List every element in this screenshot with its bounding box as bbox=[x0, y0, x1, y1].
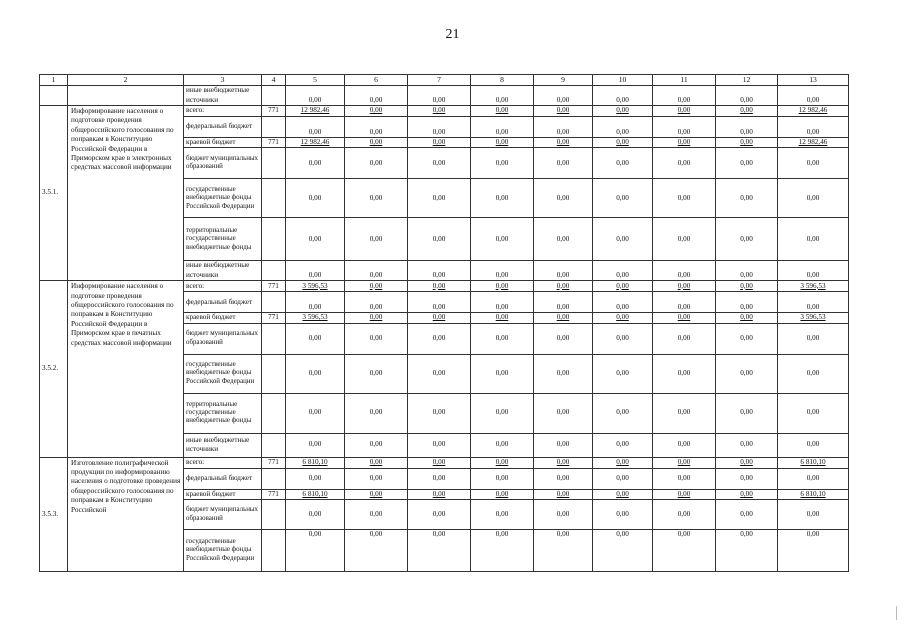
amount-cell: 0,00 bbox=[653, 179, 716, 218]
amount-cell: 0,00 bbox=[534, 323, 593, 354]
amount-cell: 0,00 bbox=[345, 138, 408, 148]
column-number-header: 7 bbox=[408, 75, 471, 86]
amount-cell: 0,00 bbox=[345, 489, 408, 499]
amount-cell: 0,00 bbox=[716, 281, 778, 292]
amount-cell: 0,00 bbox=[534, 457, 593, 468]
amount-cell: 0,00 bbox=[534, 261, 593, 281]
amount-cell: 0,00 bbox=[471, 354, 534, 393]
kbk-code: 771 bbox=[262, 489, 286, 499]
amount-cell: 0,00 bbox=[471, 179, 534, 218]
amount-cell: 0,00 bbox=[716, 86, 778, 106]
amount-cell: 0,00 bbox=[286, 433, 345, 457]
amount-cell: 0,00 bbox=[593, 138, 653, 148]
funding-source: краевой бюджет bbox=[184, 313, 262, 323]
amount-cell: 0,00 bbox=[471, 148, 534, 179]
table-header-row bbox=[40, 75, 849, 86]
amount-cell: 0,00 bbox=[471, 500, 534, 530]
amount-cell: 0,00 bbox=[408, 313, 471, 323]
item-code bbox=[40, 86, 68, 106]
amount-cell: 0,00 bbox=[408, 148, 471, 179]
column-number-header: 11 bbox=[653, 75, 716, 86]
amount-cell: 12 982,46 bbox=[286, 138, 345, 148]
table-row bbox=[40, 281, 849, 292]
kbk-code bbox=[262, 500, 286, 530]
amount-cell: 0,00 bbox=[653, 86, 716, 106]
amount-cell: 0,00 bbox=[716, 106, 778, 117]
amount-cell: 0,00 bbox=[653, 138, 716, 148]
amount-cell: 0,00 bbox=[471, 393, 534, 433]
amount-cell: 0,00 bbox=[778, 530, 849, 572]
amount-cell: 0,00 bbox=[653, 148, 716, 179]
funding-source: всего: bbox=[184, 281, 262, 292]
amount-cell: 0,00 bbox=[778, 179, 849, 218]
amount-cell: 0,00 bbox=[653, 323, 716, 354]
amount-cell: 0,00 bbox=[716, 393, 778, 433]
amount-cell: 0,00 bbox=[471, 281, 534, 292]
kbk-code bbox=[262, 433, 286, 457]
amount-cell: 0,00 bbox=[593, 292, 653, 313]
kbk-code bbox=[262, 354, 286, 393]
amount-cell: 0,00 bbox=[408, 86, 471, 106]
amount-cell: 0,00 bbox=[471, 218, 534, 261]
amount-cell: 0,00 bbox=[471, 313, 534, 323]
amount-cell: 0,00 bbox=[471, 106, 534, 117]
amount-cell: 0,00 bbox=[653, 530, 716, 572]
amount-cell: 0,00 bbox=[345, 281, 408, 292]
amount-cell: 0,00 bbox=[471, 530, 534, 572]
amount-cell: 0,00 bbox=[716, 218, 778, 261]
amount-cell: 0,00 bbox=[534, 106, 593, 117]
amount-cell: 12 982,46 bbox=[778, 106, 849, 117]
amount-cell: 0,00 bbox=[593, 468, 653, 489]
amount-cell: 0,00 bbox=[408, 468, 471, 489]
amount-cell: 6 810,10 bbox=[286, 489, 345, 499]
amount-cell: 0,00 bbox=[345, 218, 408, 261]
amount-cell: 0,00 bbox=[716, 138, 778, 148]
funding-source: бюджет муниципальных образований bbox=[184, 323, 262, 354]
amount-cell: 0,00 bbox=[408, 489, 471, 499]
amount-cell: 3 596,53 bbox=[778, 281, 849, 292]
amount-cell: 0,00 bbox=[345, 86, 408, 106]
amount-cell: 0,00 bbox=[471, 323, 534, 354]
amount-cell: 0,00 bbox=[471, 292, 534, 313]
column-number-header: 10 bbox=[593, 75, 653, 86]
amount-cell: 0,00 bbox=[345, 393, 408, 433]
amount-cell: 0,00 bbox=[408, 292, 471, 313]
amount-cell: 0,00 bbox=[534, 292, 593, 313]
amount-cell: 0,00 bbox=[593, 393, 653, 433]
amount-cell: 0,00 bbox=[286, 148, 345, 179]
amount-cell: 0,00 bbox=[408, 261, 471, 281]
funding-source: краевой бюджет bbox=[184, 138, 262, 148]
amount-cell: 0,00 bbox=[345, 313, 408, 323]
amount-cell: 0,00 bbox=[408, 281, 471, 292]
amount-cell: 0,00 bbox=[345, 117, 408, 138]
amount-cell: 0,00 bbox=[716, 530, 778, 572]
amount-cell: 0,00 bbox=[593, 323, 653, 354]
amount-cell: 0,00 bbox=[286, 117, 345, 138]
amount-cell: 0,00 bbox=[653, 281, 716, 292]
amount-cell: 0,00 bbox=[471, 433, 534, 457]
amount-cell: 0,00 bbox=[345, 468, 408, 489]
amount-cell: 3 596,53 bbox=[286, 313, 345, 323]
item-code: 3.5.2. bbox=[40, 281, 68, 457]
amount-cell: 0,00 bbox=[534, 530, 593, 572]
column-number-header: 4 bbox=[262, 75, 286, 86]
amount-cell: 0,00 bbox=[778, 148, 849, 179]
funding-source: иные внебюджетные источники bbox=[184, 261, 262, 281]
amount-cell: 0,00 bbox=[778, 86, 849, 106]
amount-cell: 0,00 bbox=[471, 489, 534, 499]
amount-cell: 0,00 bbox=[286, 292, 345, 313]
amount-cell: 0,00 bbox=[345, 261, 408, 281]
amount-cell: 0,00 bbox=[653, 489, 716, 499]
amount-cell: 0,00 bbox=[286, 86, 345, 106]
amount-cell: 0,00 bbox=[593, 489, 653, 499]
column-number-header: 2 bbox=[68, 75, 184, 86]
amount-cell: 0,00 bbox=[286, 354, 345, 393]
amount-cell: 0,00 bbox=[593, 530, 653, 572]
amount-cell: 6 810,10 bbox=[286, 457, 345, 468]
amount-cell: 0,00 bbox=[471, 468, 534, 489]
kbk-code bbox=[262, 179, 286, 218]
funding-source: федеральный бюджет bbox=[184, 292, 262, 313]
amount-cell: 0,00 bbox=[716, 261, 778, 281]
amount-cell: 0,00 bbox=[716, 500, 778, 530]
funding-source: всего: bbox=[184, 457, 262, 468]
amount-cell: 0,00 bbox=[534, 218, 593, 261]
kbk-code bbox=[262, 530, 286, 572]
kbk-code bbox=[262, 117, 286, 138]
column-number-header: 6 bbox=[345, 75, 408, 86]
amount-cell: 0,00 bbox=[471, 117, 534, 138]
amount-cell: 0,00 bbox=[716, 117, 778, 138]
table-row bbox=[40, 86, 849, 106]
amount-cell: 0,00 bbox=[286, 179, 345, 218]
column-number-header: 9 bbox=[534, 75, 593, 86]
amount-cell: 0,00 bbox=[408, 457, 471, 468]
column-number-header: 13 bbox=[778, 75, 849, 86]
kbk-code bbox=[262, 218, 286, 261]
amount-cell: 6 810,10 bbox=[778, 457, 849, 468]
amount-cell: 0,00 bbox=[593, 117, 653, 138]
amount-cell: 12 982,46 bbox=[286, 106, 345, 117]
amount-cell: 0,00 bbox=[345, 292, 408, 313]
amount-cell: 0,00 bbox=[778, 292, 849, 313]
item-name: Информирование населения о подготовке проведения общероссийского голосования по поправкам в Конституцию Российской Федерации в Приморском крае в печатных средствах массовой информации bbox=[68, 281, 184, 457]
amount-cell: 0,00 bbox=[778, 117, 849, 138]
item-code: 3.5.1. bbox=[40, 106, 68, 281]
kbk-code: 771 bbox=[262, 281, 286, 292]
amount-cell: 0,00 bbox=[534, 86, 593, 106]
amount-cell: 0,00 bbox=[716, 354, 778, 393]
amount-cell: 0,00 bbox=[534, 117, 593, 138]
amount-cell: 0,00 bbox=[534, 179, 593, 218]
amount-cell: 3 596,53 bbox=[778, 313, 849, 323]
amount-cell: 0,00 bbox=[593, 261, 653, 281]
amount-cell: 0,00 bbox=[408, 433, 471, 457]
amount-cell: 0,00 bbox=[653, 393, 716, 433]
amount-cell: 0,00 bbox=[408, 179, 471, 218]
funding-source: иные внебюджетные источники bbox=[184, 433, 262, 457]
amount-cell: 3 596,53 bbox=[286, 281, 345, 292]
amount-cell: 0,00 bbox=[593, 354, 653, 393]
amount-cell: 6 810,10 bbox=[778, 489, 849, 499]
amount-cell: 0,00 bbox=[653, 354, 716, 393]
kbk-code bbox=[262, 292, 286, 313]
amount-cell: 0,00 bbox=[286, 261, 345, 281]
column-number-header: 5 bbox=[286, 75, 345, 86]
budget-table bbox=[39, 74, 849, 572]
kbk-code: 771 bbox=[262, 138, 286, 148]
amount-cell: 0,00 bbox=[778, 218, 849, 261]
amount-cell: 0,00 bbox=[778, 354, 849, 393]
amount-cell: 0,00 bbox=[286, 218, 345, 261]
funding-source: всего: bbox=[184, 106, 262, 117]
amount-cell: 0,00 bbox=[716, 179, 778, 218]
amount-cell: 0,00 bbox=[653, 261, 716, 281]
amount-cell: 0,00 bbox=[593, 86, 653, 106]
amount-cell: 0,00 bbox=[345, 530, 408, 572]
funding-source: иные внебюджетные источники bbox=[184, 86, 262, 106]
amount-cell: 0,00 bbox=[471, 86, 534, 106]
amount-cell: 0,00 bbox=[716, 323, 778, 354]
funding-source: государственные внебюджетные фонды Российской Федерации bbox=[184, 354, 262, 393]
amount-cell: 0,00 bbox=[778, 323, 849, 354]
amount-cell: 0,00 bbox=[345, 179, 408, 218]
amount-cell: 0,00 bbox=[534, 433, 593, 457]
amount-cell: 0,00 bbox=[408, 106, 471, 117]
column-number-header: 12 bbox=[716, 75, 778, 86]
amount-cell: 0,00 bbox=[408, 354, 471, 393]
amount-cell: 0,00 bbox=[716, 468, 778, 489]
amount-cell: 0,00 bbox=[653, 313, 716, 323]
amount-cell: 0,00 bbox=[716, 292, 778, 313]
amount-cell: 0,00 bbox=[716, 489, 778, 499]
amount-cell: 0,00 bbox=[778, 468, 849, 489]
amount-cell: 0,00 bbox=[408, 218, 471, 261]
funding-source: государственные внебюджетные фонды Российской Федерации bbox=[184, 530, 262, 572]
amount-cell: 0,00 bbox=[593, 218, 653, 261]
amount-cell: 0,00 bbox=[345, 500, 408, 530]
amount-cell: 0,00 bbox=[408, 117, 471, 138]
amount-cell: 0,00 bbox=[653, 468, 716, 489]
funding-source: территориальные государственные внебюджетные фонды bbox=[184, 218, 262, 261]
column-number-header: 3 bbox=[184, 75, 262, 86]
amount-cell: 12 982,46 bbox=[778, 138, 849, 148]
amount-cell: 0,00 bbox=[408, 323, 471, 354]
amount-cell: 0,00 bbox=[653, 117, 716, 138]
amount-cell: 0,00 bbox=[534, 489, 593, 499]
amount-cell: 0,00 bbox=[534, 138, 593, 148]
amount-cell: 0,00 bbox=[286, 500, 345, 530]
amount-cell: 0,00 bbox=[593, 179, 653, 218]
funding-source: краевой бюджет bbox=[184, 489, 262, 499]
amount-cell: 0,00 bbox=[653, 292, 716, 313]
amount-cell: 0,00 bbox=[593, 457, 653, 468]
amount-cell: 0,00 bbox=[408, 500, 471, 530]
table-row bbox=[40, 106, 849, 117]
amount-cell: 0,00 bbox=[778, 393, 849, 433]
amount-cell: 0,00 bbox=[778, 433, 849, 457]
amount-cell: 0,00 bbox=[534, 313, 593, 323]
amount-cell: 0,00 bbox=[471, 457, 534, 468]
amount-cell: 0,00 bbox=[286, 393, 345, 433]
kbk-code bbox=[262, 261, 286, 281]
amount-cell: 0,00 bbox=[716, 313, 778, 323]
amount-cell: 0,00 bbox=[286, 323, 345, 354]
scan-edge-mark bbox=[896, 606, 899, 620]
amount-cell: 0,00 bbox=[286, 468, 345, 489]
kbk-code: 771 bbox=[262, 457, 286, 468]
amount-cell: 0,00 bbox=[534, 500, 593, 530]
amount-cell: 0,00 bbox=[593, 433, 653, 457]
amount-cell: 0,00 bbox=[345, 106, 408, 117]
funding-source: федеральный бюджет bbox=[184, 468, 262, 489]
column-number-header: 8 bbox=[471, 75, 534, 86]
amount-cell: 0,00 bbox=[716, 148, 778, 179]
amount-cell: 0,00 bbox=[286, 530, 345, 572]
funding-source: территориальные государственные внебюджетные фонды bbox=[184, 393, 262, 433]
funding-source: бюджет муниципальных образований bbox=[184, 148, 262, 179]
amount-cell: 0,00 bbox=[534, 281, 593, 292]
amount-cell: 0,00 bbox=[471, 261, 534, 281]
column-number-header: 1 bbox=[40, 75, 68, 86]
amount-cell: 0,00 bbox=[593, 281, 653, 292]
page-number: 21 bbox=[445, 27, 460, 42]
amount-cell: 0,00 bbox=[653, 500, 716, 530]
funding-source: федеральный бюджет bbox=[184, 117, 262, 138]
amount-cell: 0,00 bbox=[345, 433, 408, 457]
funding-source: государственные внебюджетные фонды Российской Федерации bbox=[184, 179, 262, 218]
amount-cell: 0,00 bbox=[408, 138, 471, 148]
amount-cell: 0,00 bbox=[593, 148, 653, 179]
amount-cell: 0,00 bbox=[778, 261, 849, 281]
kbk-code bbox=[262, 323, 286, 354]
amount-cell: 0,00 bbox=[653, 433, 716, 457]
amount-cell: 0,00 bbox=[716, 433, 778, 457]
table-row bbox=[40, 457, 849, 468]
amount-cell: 0,00 bbox=[408, 393, 471, 433]
amount-cell: 0,00 bbox=[408, 530, 471, 572]
amount-cell: 0,00 bbox=[471, 138, 534, 148]
amount-cell: 0,00 bbox=[593, 106, 653, 117]
kbk-code bbox=[262, 468, 286, 489]
kbk-code bbox=[262, 86, 286, 106]
amount-cell: 0,00 bbox=[593, 500, 653, 530]
kbk-code: 771 bbox=[262, 313, 286, 323]
amount-cell: 0,00 bbox=[653, 457, 716, 468]
funding-source: бюджет муниципальных образований bbox=[184, 500, 262, 530]
item-name bbox=[68, 86, 184, 106]
amount-cell: 0,00 bbox=[778, 500, 849, 530]
amount-cell: 0,00 bbox=[345, 457, 408, 468]
kbk-code bbox=[262, 393, 286, 433]
amount-cell: 0,00 bbox=[534, 148, 593, 179]
amount-cell: 0,00 bbox=[345, 323, 408, 354]
amount-cell: 0,00 bbox=[653, 106, 716, 117]
amount-cell: 0,00 bbox=[534, 354, 593, 393]
amount-cell: 0,00 bbox=[716, 457, 778, 468]
item-name: Информирование населения о подготовке проведения общероссийского голосования по поправкам в Конституцию Российской Федерации в Приморском крае в электронных средствах массовой информации bbox=[68, 106, 184, 281]
amount-cell: 0,00 bbox=[345, 148, 408, 179]
amount-cell: 0,00 bbox=[345, 354, 408, 393]
amount-cell: 0,00 bbox=[653, 218, 716, 261]
item-name: Изготовление полиграфической продукции по информированию населения о подготовке проведения общероссийского голосования по поправкам в Конституцию Российской bbox=[68, 457, 184, 571]
kbk-code: 771 bbox=[262, 106, 286, 117]
item-code: 3.5.3. bbox=[40, 457, 68, 571]
amount-cell: 0,00 bbox=[534, 468, 593, 489]
amount-cell: 0,00 bbox=[593, 313, 653, 323]
amount-cell: 0,00 bbox=[534, 393, 593, 433]
kbk-code bbox=[262, 148, 286, 179]
budget-table-body bbox=[40, 75, 849, 572]
